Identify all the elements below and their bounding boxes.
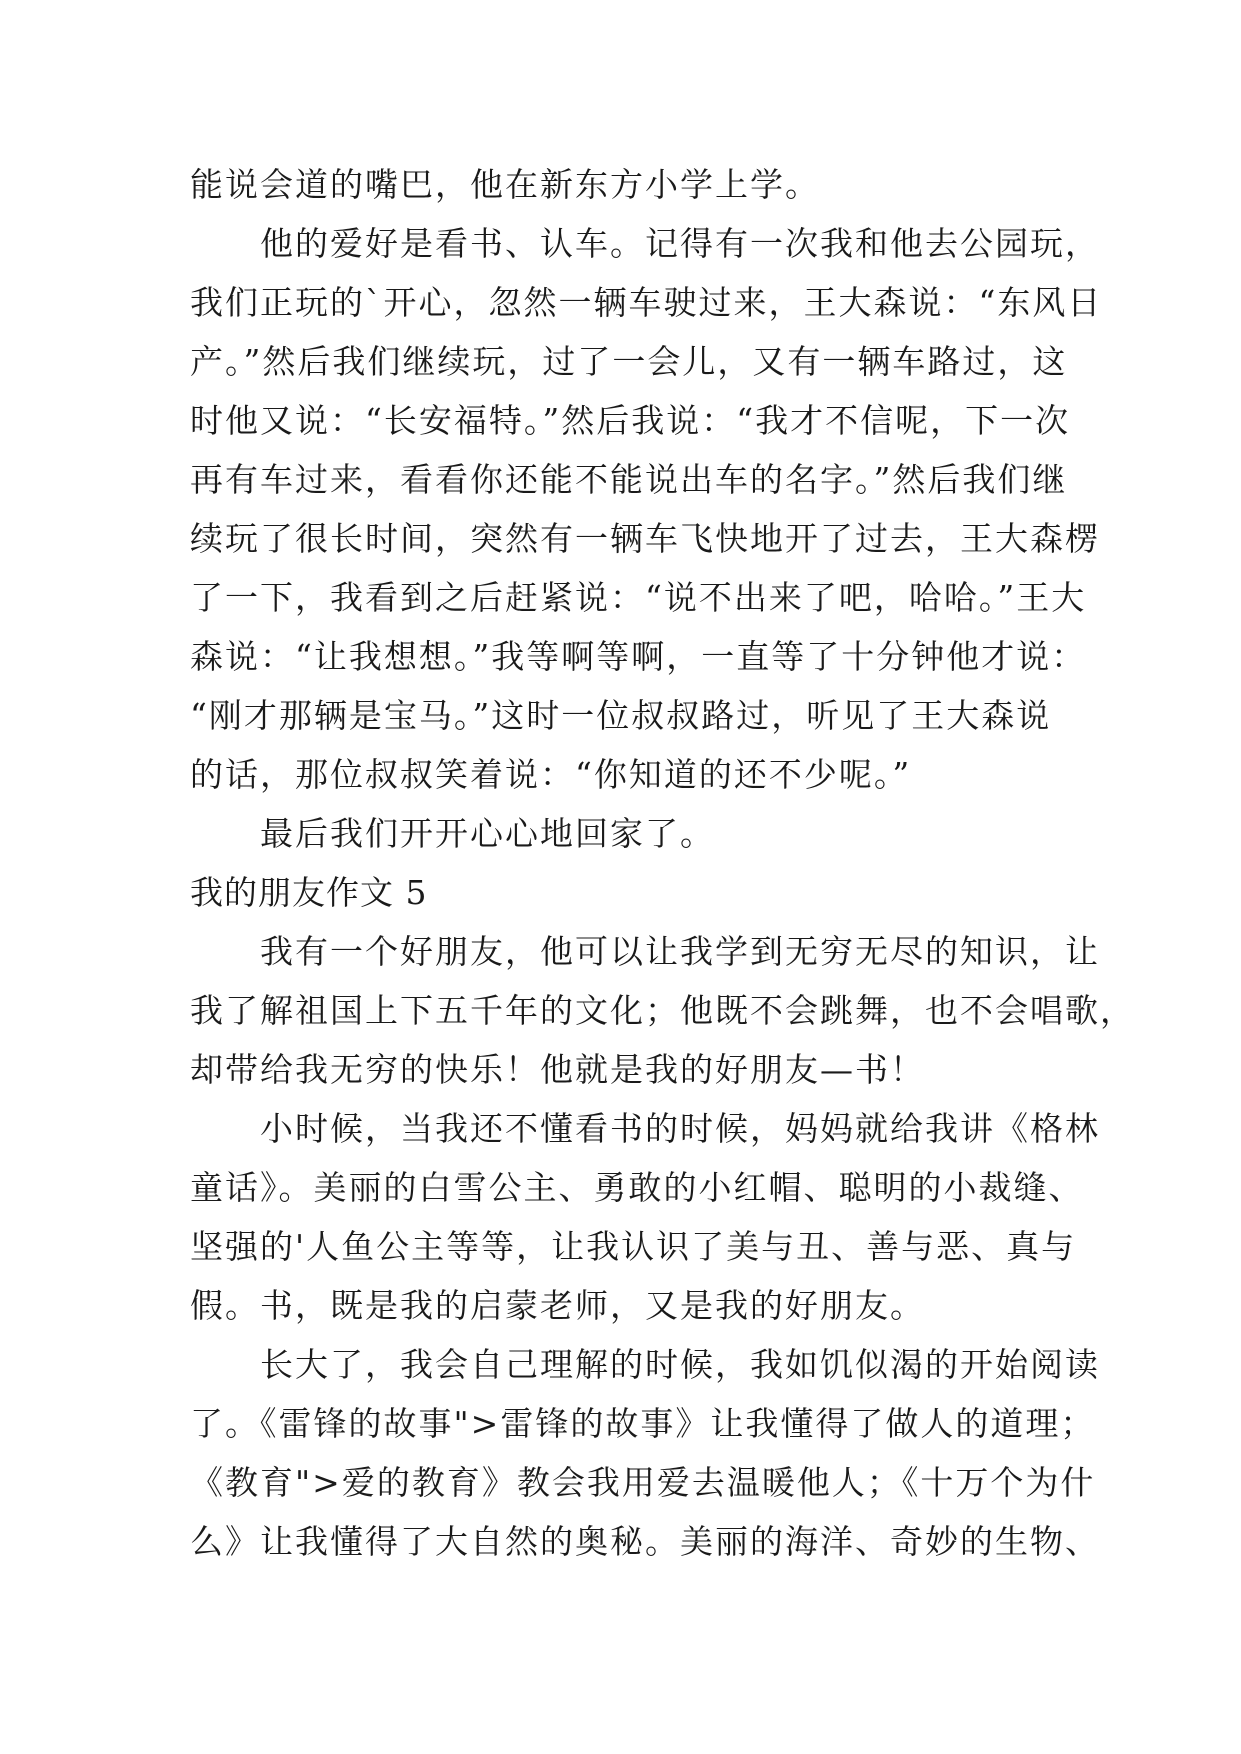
text-line: 《教育">爱的教育》教会我用爱去温暖他人；《十万个为什 bbox=[190, 1463, 1096, 1502]
text-line: 么》让我懂得了大自然的奥秘。美丽的海洋、奇妙的生物、 bbox=[190, 1522, 1100, 1561]
text-line: 森说：“让我想想。”我等啊等啊，一直等了十分钟他才说： bbox=[190, 637, 1087, 676]
text-line: 再有车过来，看看你还能不能说出车的名字。”然后我们继 bbox=[190, 460, 1068, 499]
paragraph-start: 小时候，当我还不懂看书的时候，妈妈就给我讲《格林 bbox=[260, 1109, 1100, 1148]
section-heading: 我的朋友作文 5 bbox=[190, 873, 428, 912]
text-line: 坚强的'人鱼公主等等，让我认识了美与丑、善与恶、真与 bbox=[190, 1227, 1077, 1266]
document-page bbox=[190, 155, 1135, 1571]
paragraph-start: 长大了，我会自己理解的时候，我如饥似渴的开始阅读 bbox=[260, 1345, 1100, 1384]
text-line: 了。《雷锋的故事">雷锋的故事》让我懂得了做人的道理； bbox=[190, 1404, 1096, 1443]
paragraph-start: 我有一个好朋友，他可以让我学到无穷无尽的知识，让 bbox=[260, 932, 1100, 971]
text-line: 产。”然后我们继续玩，过了一会儿，又有一辆车路过，这 bbox=[190, 342, 1068, 381]
text-line: 我们正玩的`开心，忽然一辆车驶过来，王大森说：“东风日 bbox=[190, 283, 1103, 322]
paragraph-start: 他的爱好是看书、认车。记得有一次我和他去公园玩， bbox=[260, 224, 1100, 263]
text-line: “刚才那辆是宝马。”这时一位叔叔路过，听见了王大森说 bbox=[190, 696, 1052, 735]
text-line: 时他又说：“长安福特。”然后我说：“我才不信呢，下一次 bbox=[190, 401, 1071, 440]
text-line: 了一下，我看到之后赶紧说：“说不出来了吧，哈哈。”王大 bbox=[190, 578, 1087, 617]
text-line: 假。书，既是我的启蒙老师，又是我的好朋友。 bbox=[190, 1286, 925, 1325]
text-line: 却带给我无穷的快乐！他就是我的好朋友—书！ bbox=[190, 1050, 925, 1089]
text-line: 续玩了很长时间，突然有一辆车飞快地开了过去，王大森楞 bbox=[190, 519, 1100, 558]
text-line: 我了解祖国上下五千年的文化；他既不会跳舞，也不会唱歌， bbox=[190, 991, 1135, 1030]
text-line: 能说会道的嘴巴，他在新东方小学上学。 bbox=[190, 165, 820, 204]
paragraph-start: 最后我们开开心心地回家了。 bbox=[260, 814, 715, 853]
text-line: 的话，那位叔叔笑着说：“你知道的还不少呢。” bbox=[190, 755, 912, 794]
text-line: 童话》。美丽的白雪公主、勇敢的小红帽、聪明的小裁缝、 bbox=[190, 1168, 1084, 1207]
